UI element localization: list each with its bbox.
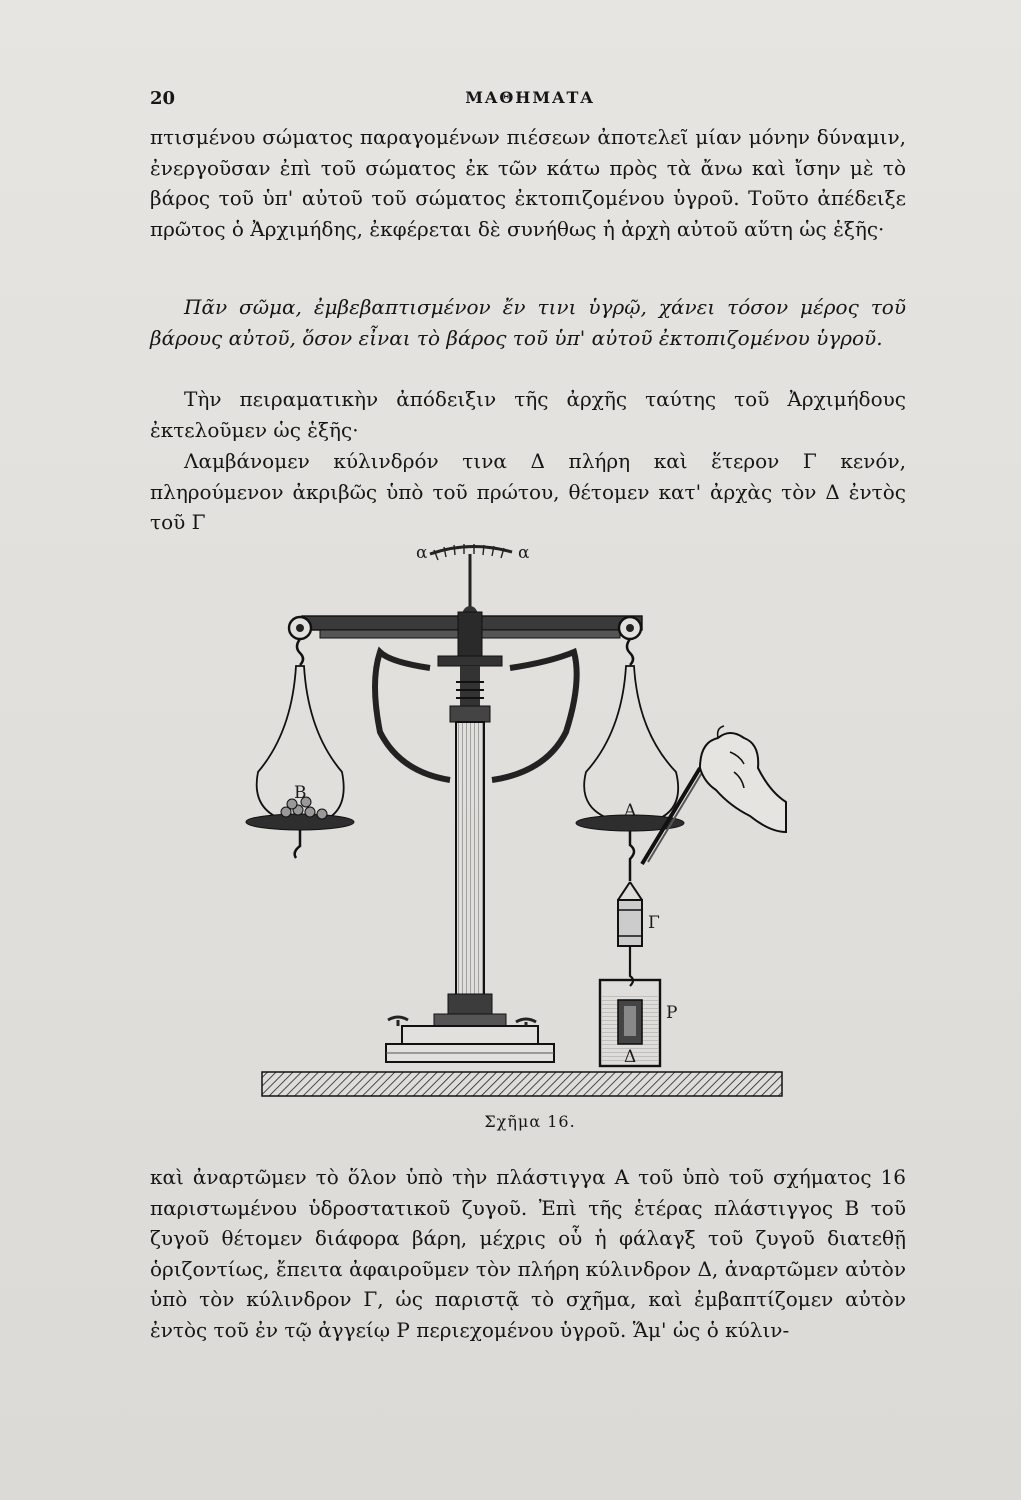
pan-a [576,639,684,881]
label-alpha-left: α [416,543,428,563]
hand-with-pipette [642,726,786,864]
page-number: 20 [150,88,176,109]
page-header [150,88,910,112]
label-vessel-rho: Ρ [666,1003,678,1023]
pan-b [246,639,354,858]
paragraph-procedure: καὶ ἀναρτῶμεν τὸ ὅλον ὑπὸ τὴν πλάστιγγα Α τοῦ ὑπὸ τοῦ σχήματος 16 παριστωμένου ὑδροστατικοῦ ζυγοῦ. Ἐπὶ τῆς ἑτέρας πλάστιγγος Β τοῦ ζυγοῦ θέτομεν διάφορα βάρη, μέχρις οὗ ἡ φάλαγξ τοῦ ζυγοῦ διατεθῇ ὁριζοντίως, ἔπειτα ἀφαιροῦμεν τὸν πλήρη κύλινδρον Δ, ἀναρτῶμεν αὐτὸν ὑπὸ τὸν κύλινδρον Γ, ὡς παριστᾷ τὸ σχῆμα, καὶ ἐμβαπτίζομεν αὐτὸν ἐντὸς τοῦ ἐν τῷ ἀγγείῳ Ρ περιεχομένου ὑγροῦ. Ἅμ' ὡς ὁ κύλιν- [150,1165,906,1342]
label-cylinder-delta: Δ [624,1047,637,1067]
label-cylinder-gamma: Γ [648,913,660,933]
paragraph-archimedes-intro: πτισμένου σώματος παραγομένων πιέσεων ἀποτελεῖ μίαν μόνην δύναμιν, ἐνεργοῦσαν ἐπὶ τοῦ σώματος ἐκ τῶν κάτω πρὸς τὰ ἄνω καὶ ἴσην μὲ τὸ βάρος τοῦ ὑπ' αὐτοῦ τοῦ σώματος ἐκτοπιζομένου ὑγροῦ. Τοῦτο ἀπέδειξε πρῶτος ὁ Ἀρχιμήδης, ἐκφέρεται δὲ συνήθως ἡ ἀρχὴ αὐτοῦ αὕτη ὡς ἑξῆς· [150,125,906,241]
vessel-rho [600,980,677,1067]
label-pan-a: Α [624,801,637,821]
hydrostatic-balance-figure [230,532,790,1104]
balance-beam [289,612,642,666]
figure-caption: Σχῆμα 16. [484,1112,576,1131]
paragraph-principle-statement: Πᾶν σῶμα, ἐμβεβαπτισμένον ἔν τινι ὑγρῷ, χάνει τόσον μέρος τοῦ βάρους αὐτοῦ, ὅσον εἶναι τὸ βάρος τοῦ ὑπ' αὐτοῦ ἐκτοπιζομένου ὑγροῦ. [150,295,906,350]
running-title: ΜΑΘΗΜΑΤΑ [465,88,595,107]
label-alpha-right: α [518,543,530,563]
cylinder-gamma [618,882,660,986]
paragraph-cylinders: Λαμβάνομεν κύλινδρόν τινα Δ πλήρη καὶ ἕτερον Γ κενόν, πληρούμενον ἀκριβῶς ὑπὸ τοῦ πρώτου, θέτομεν κατ' ἀρχὰς τὸν Δ ἐντὸς τοῦ Γ [150,449,906,534]
label-pan-b: Β [294,783,307,803]
floor-hatching [262,1072,782,1096]
paragraph-proof-intro: Τὴν πειραματικὴν ἀπόδειξιν τῆς ἀρχῆς ταύτης τοῦ Ἀρχιμήδους ἐκτελοῦμεν ὡς ἑξῆς· [150,387,906,442]
balance-column [386,666,554,1062]
